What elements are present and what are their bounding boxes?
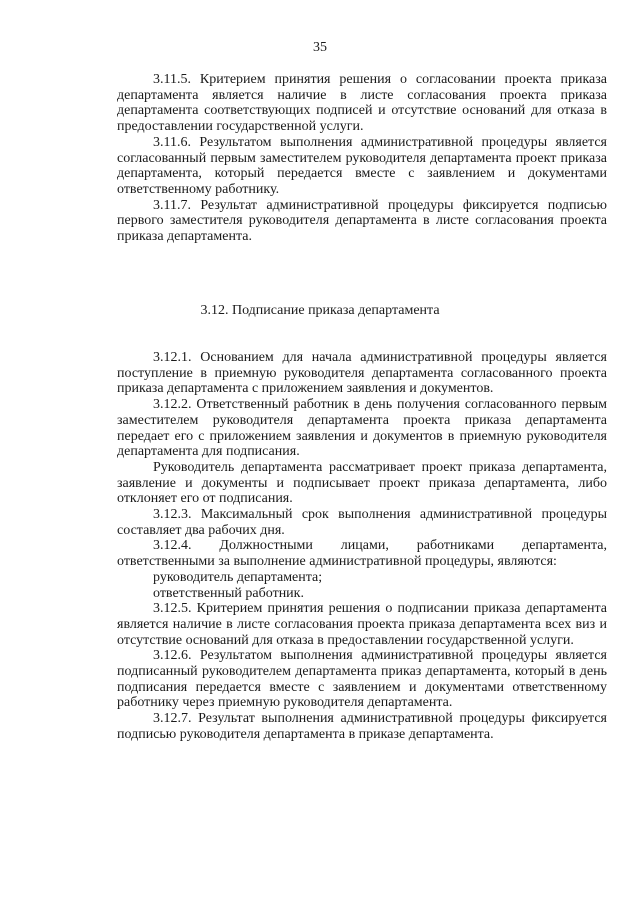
section-3-11-body: [117, 72, 607, 245]
paragraph-3-11-5: 3.11.5. Критерием принятия решения о согласовании проекта приказа департамента является наличие в листе согласования проекта приказа департамента соответствующих подписей и отсутствие оснований для отказа в предоставлении государственной услуги.: [117, 72, 607, 135]
list-item-responsible-worker: ответственный работник.: [153, 585, 304, 601]
paragraph-3-12-6: 3.12.6. Результатом выполнения административной процедуры является подписанный руководителем департамента приказ департамента, который в день подписания передается вместе с заявлением и документами ответственному работнику через приемную руководителя департамента.: [117, 648, 607, 711]
paragraph-3-12-1: 3.12.1. Основанием для начала административной процедуры является поступление в приемную руководителя департамента согласованного проекта приказа департамента с приложением заявления и документов.: [117, 350, 607, 397]
paragraph-3-11-6: 3.11.6. Результатом выполнения административной процедуры является согласованный первым заместителем руководителя департамента проект приказа департамента, который передается вместе с заявлением и документами ответственному работнику.: [117, 134, 607, 197]
paragraph-3-12-4: 3.12.4. Должностными лицами, работниками департамента, ответственными за выполнение административной процедуры, являются:: [117, 538, 607, 570]
list-item-head: руководитель департамента;: [153, 569, 323, 585]
section-3-12-body: [117, 350, 607, 743]
paragraph-3-12-5: 3.12.5. Критерием принятия решения о подписании приказа департамента является наличие в листе согласования проекта приказа департамента всех виз и отсутствие оснований для отказа в предоставлении государственной услуги.: [117, 601, 607, 648]
paragraph-3-12-7: 3.12.7. Результат выполнения административной процедуры фиксируется подписью руководителя департамента в приказе департамента.: [117, 711, 607, 742]
paragraph-3-12-2-continued: Руководитель департамента рассматривает проект приказа департамента, заявление и документы и подписывает проект приказа департамента, либо отклоняет его от подписания.: [117, 459, 607, 507]
paragraph-3-12-2: 3.12.2. Ответственный работник в день получения согласованного первым заместителем руководителя департамента проекта приказа департамента передает его с приложением заявления и документов в приемную руководителя департамента для подписания.: [117, 397, 607, 460]
paragraph-3-11-7: 3.11.7. Результат административной процедуры фиксируется подписью первого заместителя руководителя департамента в листе согласования проекта приказа департамента.: [117, 197, 607, 245]
page-number: 35: [313, 40, 327, 55]
section-3-12-heading: 3.12. Подписание приказа департамента: [200, 303, 440, 318]
paragraph-3-12-3: 3.12.3. Максимальный срок выполнения административной процедуры составляет два рабочих дня.: [117, 507, 607, 538]
